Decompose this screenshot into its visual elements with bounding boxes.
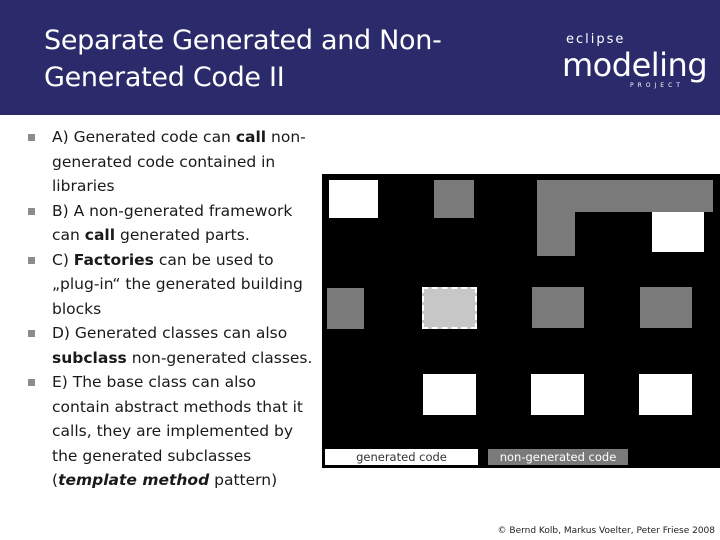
logo-modeling-text: modeling — [562, 46, 708, 84]
bullet-square-icon — [28, 330, 35, 337]
eclipse-modeling-logo — [558, 30, 708, 96]
bullet-square-icon — [28, 208, 35, 215]
bullet-d: D) Generated classes can also subclass non-generated classes. — [28, 321, 318, 370]
factory-block — [422, 287, 477, 329]
copyright-footer: © Bernd Kolb, Markus Voelter, Peter Friese 2008 — [497, 526, 715, 536]
logo-project-text: PROJECT — [630, 82, 684, 89]
code-diagram — [322, 174, 720, 468]
bullet-b: B) A non-generated framework can call generated parts. — [28, 199, 318, 248]
title-bar — [0, 0, 720, 115]
non-generated-block-e1 — [640, 287, 692, 328]
non-generated-block-d1 — [532, 287, 584, 328]
title-line-2: Generated Code II — [44, 62, 285, 93]
bullet-list — [28, 125, 318, 493]
generated-block-b — [652, 212, 704, 252]
bullet-square-icon — [28, 379, 35, 386]
bullet-c: C) Factories can be used to „plug-in“ the generated building blocks — [28, 248, 318, 322]
bullet-square-icon — [28, 134, 35, 141]
generated-block-e2 — [639, 374, 692, 415]
generated-block-d2 — [531, 374, 584, 415]
legend-generated: generated code — [325, 449, 478, 465]
bullet-e: E) The base class can also contain abstract methods that it calls, they are implemented by the generated subclasses (template method pattern) — [28, 370, 318, 493]
framework-block-left — [537, 212, 575, 256]
library-block-a — [434, 180, 474, 218]
library-block-c — [327, 288, 364, 329]
logo-eclipse-text: eclipse — [566, 32, 626, 47]
legend-non-generated: non-generated code — [488, 449, 628, 465]
generated-block-c — [423, 374, 476, 415]
title-line-1: Separate Generated and Non- — [44, 25, 442, 56]
slide-title — [44, 22, 514, 96]
generated-block-a — [329, 180, 378, 218]
framework-block-top — [537, 180, 713, 212]
bullet-square-icon — [28, 257, 35, 264]
bullet-a: A) Generated code can call non-generated code contained in libraries — [28, 125, 318, 199]
